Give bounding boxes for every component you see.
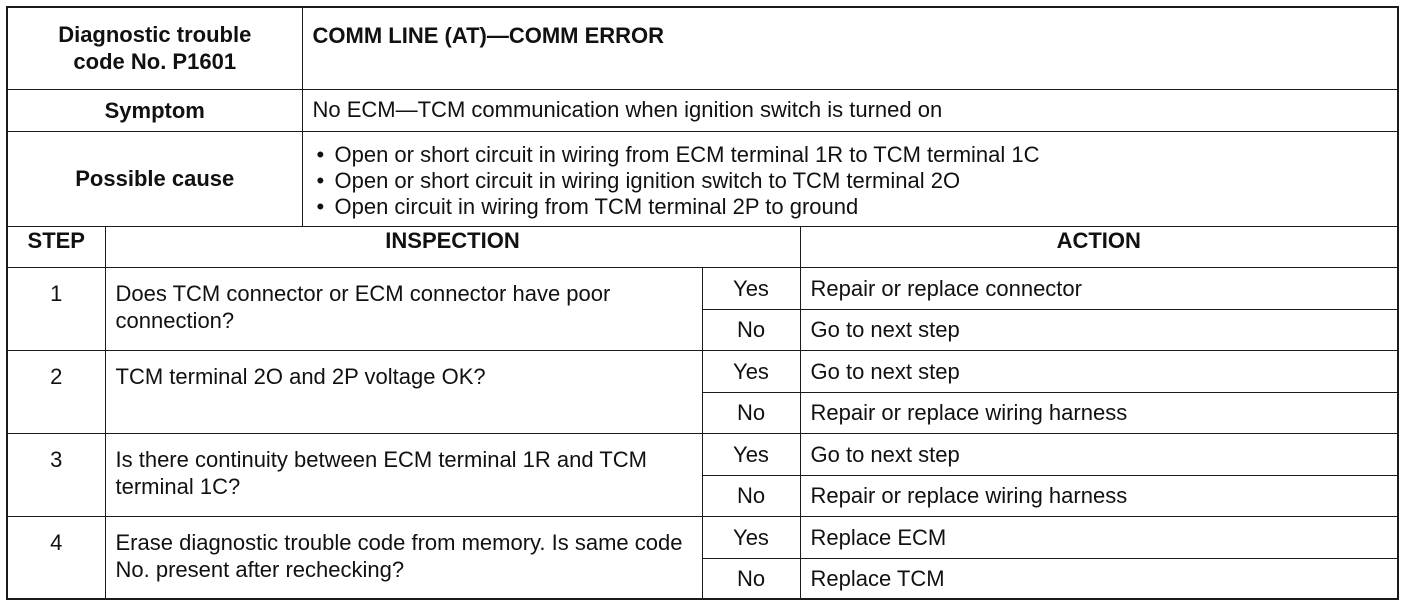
step-column-header: STEP xyxy=(7,226,105,267)
no-label: No xyxy=(702,309,800,350)
no-label: No xyxy=(702,392,800,433)
yes-action: Repair or replace connector xyxy=(800,267,1398,309)
bullet-icon: • xyxy=(316,167,325,193)
step-number: 3 xyxy=(7,433,105,516)
no-action: Go to next step xyxy=(800,309,1398,350)
no-label: No xyxy=(702,558,800,599)
dtc-label-line2: code No. P1601 xyxy=(73,49,237,75)
step-number: 2 xyxy=(7,350,105,433)
no-action: Replace TCM xyxy=(800,558,1398,599)
cause-list xyxy=(313,142,1388,220)
cause-item: • Open circuit in wiring from TCM terminal 2P to ground xyxy=(313,194,1388,220)
inspection-text: TCM terminal 2O and 2P voltage OK? xyxy=(105,350,702,433)
bullet-icon: • xyxy=(316,141,325,167)
cause-row xyxy=(7,131,1398,226)
column-header-row xyxy=(7,226,1398,267)
dtc-row xyxy=(7,7,1398,89)
yes-label: Yes xyxy=(702,350,800,392)
cause-item: • Open or short circuit in wiring ignition switch to TCM terminal 2O xyxy=(313,168,1388,194)
inspection-text: Erase diagnostic trouble code from memory. Is same code No. present after rechecking? xyxy=(105,516,702,599)
dtc-label-line1: Diagnostic trouble xyxy=(58,22,252,48)
step-row-yes xyxy=(7,516,1398,558)
yes-action: Go to next step xyxy=(800,350,1398,392)
cause-item: • Open or short circuit in wiring from ECM terminal 1R to TCM terminal 1C xyxy=(313,142,1388,168)
yes-label: Yes xyxy=(702,433,800,475)
dtc-title: COMM LINE (AT)—COMM ERROR xyxy=(302,7,1398,89)
step-row-yes xyxy=(7,267,1398,309)
inspection-text: Is there continuity between ECM terminal 1R and TCM terminal 1C? xyxy=(105,433,702,516)
yes-label: Yes xyxy=(702,267,800,309)
action-column-header: ACTION xyxy=(800,226,1398,267)
step-row-yes xyxy=(7,433,1398,475)
cause-list-cell xyxy=(302,131,1398,226)
no-label: No xyxy=(702,475,800,516)
yes-action: Go to next step xyxy=(800,433,1398,475)
inspection-text: Does TCM connector or ECM connector have poor connection? xyxy=(105,267,702,350)
symptom-label: Symptom xyxy=(7,89,302,131)
dtc-label-cell xyxy=(7,7,302,89)
symptom-text: No ECM—TCM communication when ignition switch is turned on xyxy=(302,89,1398,131)
yes-action: Replace ECM xyxy=(800,516,1398,558)
no-action: Repair or replace wiring harness xyxy=(800,392,1398,433)
cause-label: Possible cause xyxy=(7,131,302,226)
step-number: 4 xyxy=(7,516,105,599)
diagnostic-table xyxy=(6,6,1399,600)
inspection-column-header: INSPECTION xyxy=(105,226,800,267)
step-number: 1 xyxy=(7,267,105,350)
step-row-yes xyxy=(7,350,1398,392)
yes-label: Yes xyxy=(702,516,800,558)
no-action: Repair or replace wiring harness xyxy=(800,475,1398,516)
bullet-icon: • xyxy=(316,193,325,219)
symptom-row xyxy=(7,89,1398,131)
